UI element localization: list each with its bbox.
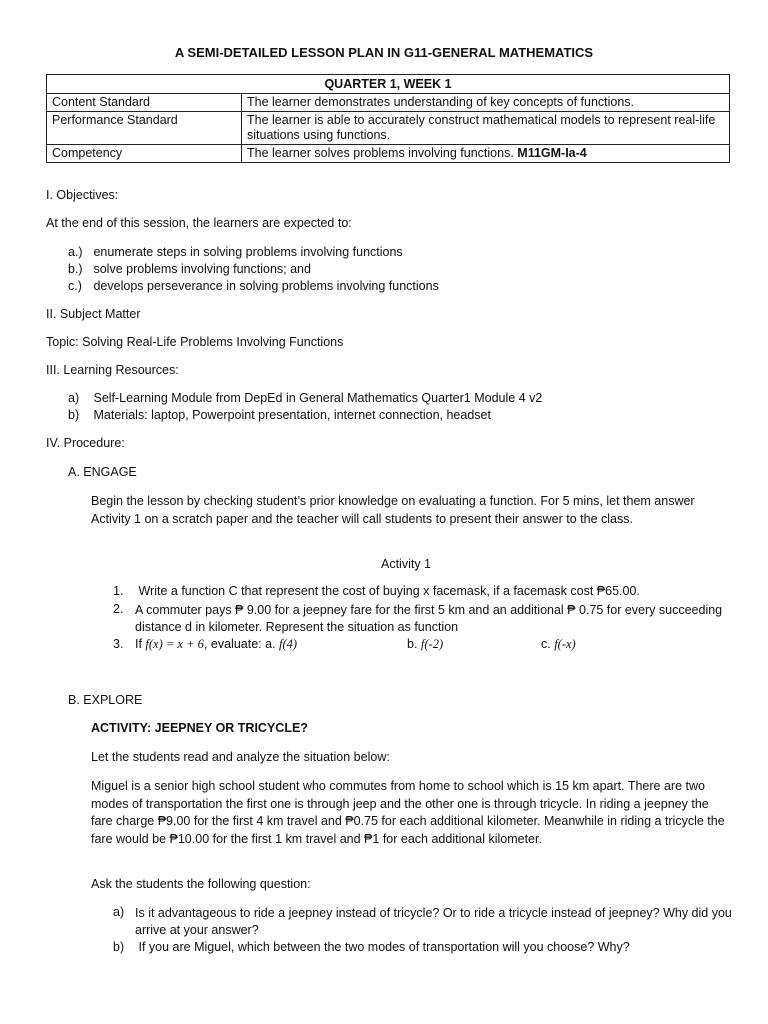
list-marker: b) — [68, 408, 80, 422]
list-item — [113, 905, 733, 939]
table-heading-row — [47, 75, 730, 94]
list-item — [68, 391, 542, 405]
document-title: A SEMI-DETAILED LESSON PLAN IN G11-GENERAL MATHEMATICS — [174, 45, 594, 60]
list-marker: b) — [113, 940, 125, 954]
subject-topic: Topic: Solving Real-Life Problems Involving Functions — [46, 335, 344, 349]
explore-activity-title: ACTIVITY: JEEPNEY OR TRICYCLE? — [91, 721, 308, 735]
list-marker: 1. — [113, 584, 124, 598]
list-marker: a) — [113, 905, 125, 919]
row-label: Competency — [47, 145, 242, 163]
eval-c: f(-x) — [554, 637, 576, 651]
table-row — [47, 112, 730, 145]
list-text: Materials: laptop, Powerpoint presentation, internet connection, headset — [93, 408, 491, 422]
list-text: enumerate steps in solving problems involving functions — [93, 245, 403, 259]
eval-c-group — [541, 637, 576, 652]
table-row — [47, 145, 730, 163]
table-row — [47, 94, 730, 112]
list-text: Self-Learning Module from DepEd in General Mathematics Quarter1 Module 4 v2 — [93, 391, 543, 405]
explore-instruction: Let the students read and analyze the situation below: — [91, 750, 390, 764]
eval-c-label: c. — [541, 637, 555, 651]
row-label: Performance Standard — [47, 112, 242, 145]
competency-code: M11GM-Ia-4 — [517, 146, 587, 160]
list-marker: 2. — [113, 602, 124, 616]
lesson-info-table — [46, 74, 730, 163]
list-item — [68, 262, 311, 276]
eval-a: f(4) — [279, 637, 298, 651]
explore-heading: B. EXPLORE — [68, 693, 143, 707]
list-marker: a) — [68, 391, 80, 405]
list-item — [113, 637, 733, 652]
item3-prefix: If — [135, 637, 146, 651]
list-marker: c.) — [68, 279, 82, 293]
quarter-heading: QUARTER 1, WEEK 1 — [47, 75, 730, 94]
objectives-heading: I. Objectives: — [46, 188, 119, 202]
list-item — [68, 279, 439, 293]
eval-b-group — [407, 637, 443, 652]
objectives-intro: At the end of this session, the learners are expected to: — [46, 216, 352, 230]
list-text: Write a function C that represent the cost of buying x facemask, if a facemask cost ₱65.00. — [138, 584, 640, 598]
list-item — [113, 940, 630, 954]
subject-heading: II. Subject Matter — [46, 307, 141, 321]
list-item — [113, 584, 640, 598]
list-marker: a.) — [68, 245, 83, 259]
list-marker: b.) — [68, 262, 83, 276]
function-expression: f(x) = x + 6 — [145, 637, 204, 651]
list-marker: 3. — [113, 637, 124, 651]
competency-text: The learner solves problems involving functions. — [247, 146, 514, 160]
procedure-heading: IV. Procedure: — [46, 436, 125, 450]
explore-ask: Ask the students the following question: — [91, 877, 311, 891]
item3-mid: , evaluate: a. — [203, 637, 279, 651]
list-text: If you are Miguel, which between the two modes of transportation will you choose? Why? — [138, 940, 630, 954]
explore-situation: Miguel is a senior high school student who commutes from home to school which is 15 km apart. There are two modes of transportation the first one is through jeep and the other one is through tricycle. In riding a jeepney the fare charge ₱9.00 for the first 4 km travel and ₱0.75 for each additional kilometer. Meanwhile in riding a tricycle the fare would be ₱10.00 for the first 1 km travel and ₱1 for each additional kilometer. — [91, 779, 725, 846]
row-value — [242, 145, 730, 163]
list-item — [68, 408, 491, 422]
eval-b-label: b. — [407, 637, 421, 651]
engage-heading: A. ENGAGE — [68, 465, 137, 479]
eval-b: f(-2) — [420, 637, 444, 651]
list-text: Is it advantageous to ride a jeepney instead of tricycle? Or to ride a tricycle instead of jeepney? Why did you arrive at your answer? — [135, 906, 732, 937]
row-value: The learner demonstrates understanding of key concepts of functions. — [242, 94, 730, 112]
resources-heading: III. Learning Resources: — [46, 363, 179, 377]
list-text: solve problems involving functions; and — [93, 262, 311, 276]
list-text: A commuter pays ₱ 9.00 for a jeepney fare for the first 5 km and an additional ₱ 0.75 for every succeeding distance d in kilometer. Represent the situation as function — [135, 603, 723, 634]
engage-text: Begin the lesson by checking student’s prior knowledge on evaluating a function. For 5 mins, let them answer Activity 1 on a scratch paper and the teacher will call students to present their answer to the class. — [91, 494, 695, 526]
list-text: develops perseverance in solving problems involving functions — [93, 279, 439, 293]
activity-1-title: Activity 1 — [380, 557, 431, 571]
row-value: The learner is able to accurately construct mathematical models to represent real-life situations using functions. — [242, 112, 730, 145]
list-item — [113, 602, 733, 636]
row-label: Content Standard — [47, 94, 242, 112]
list-item — [68, 245, 403, 259]
